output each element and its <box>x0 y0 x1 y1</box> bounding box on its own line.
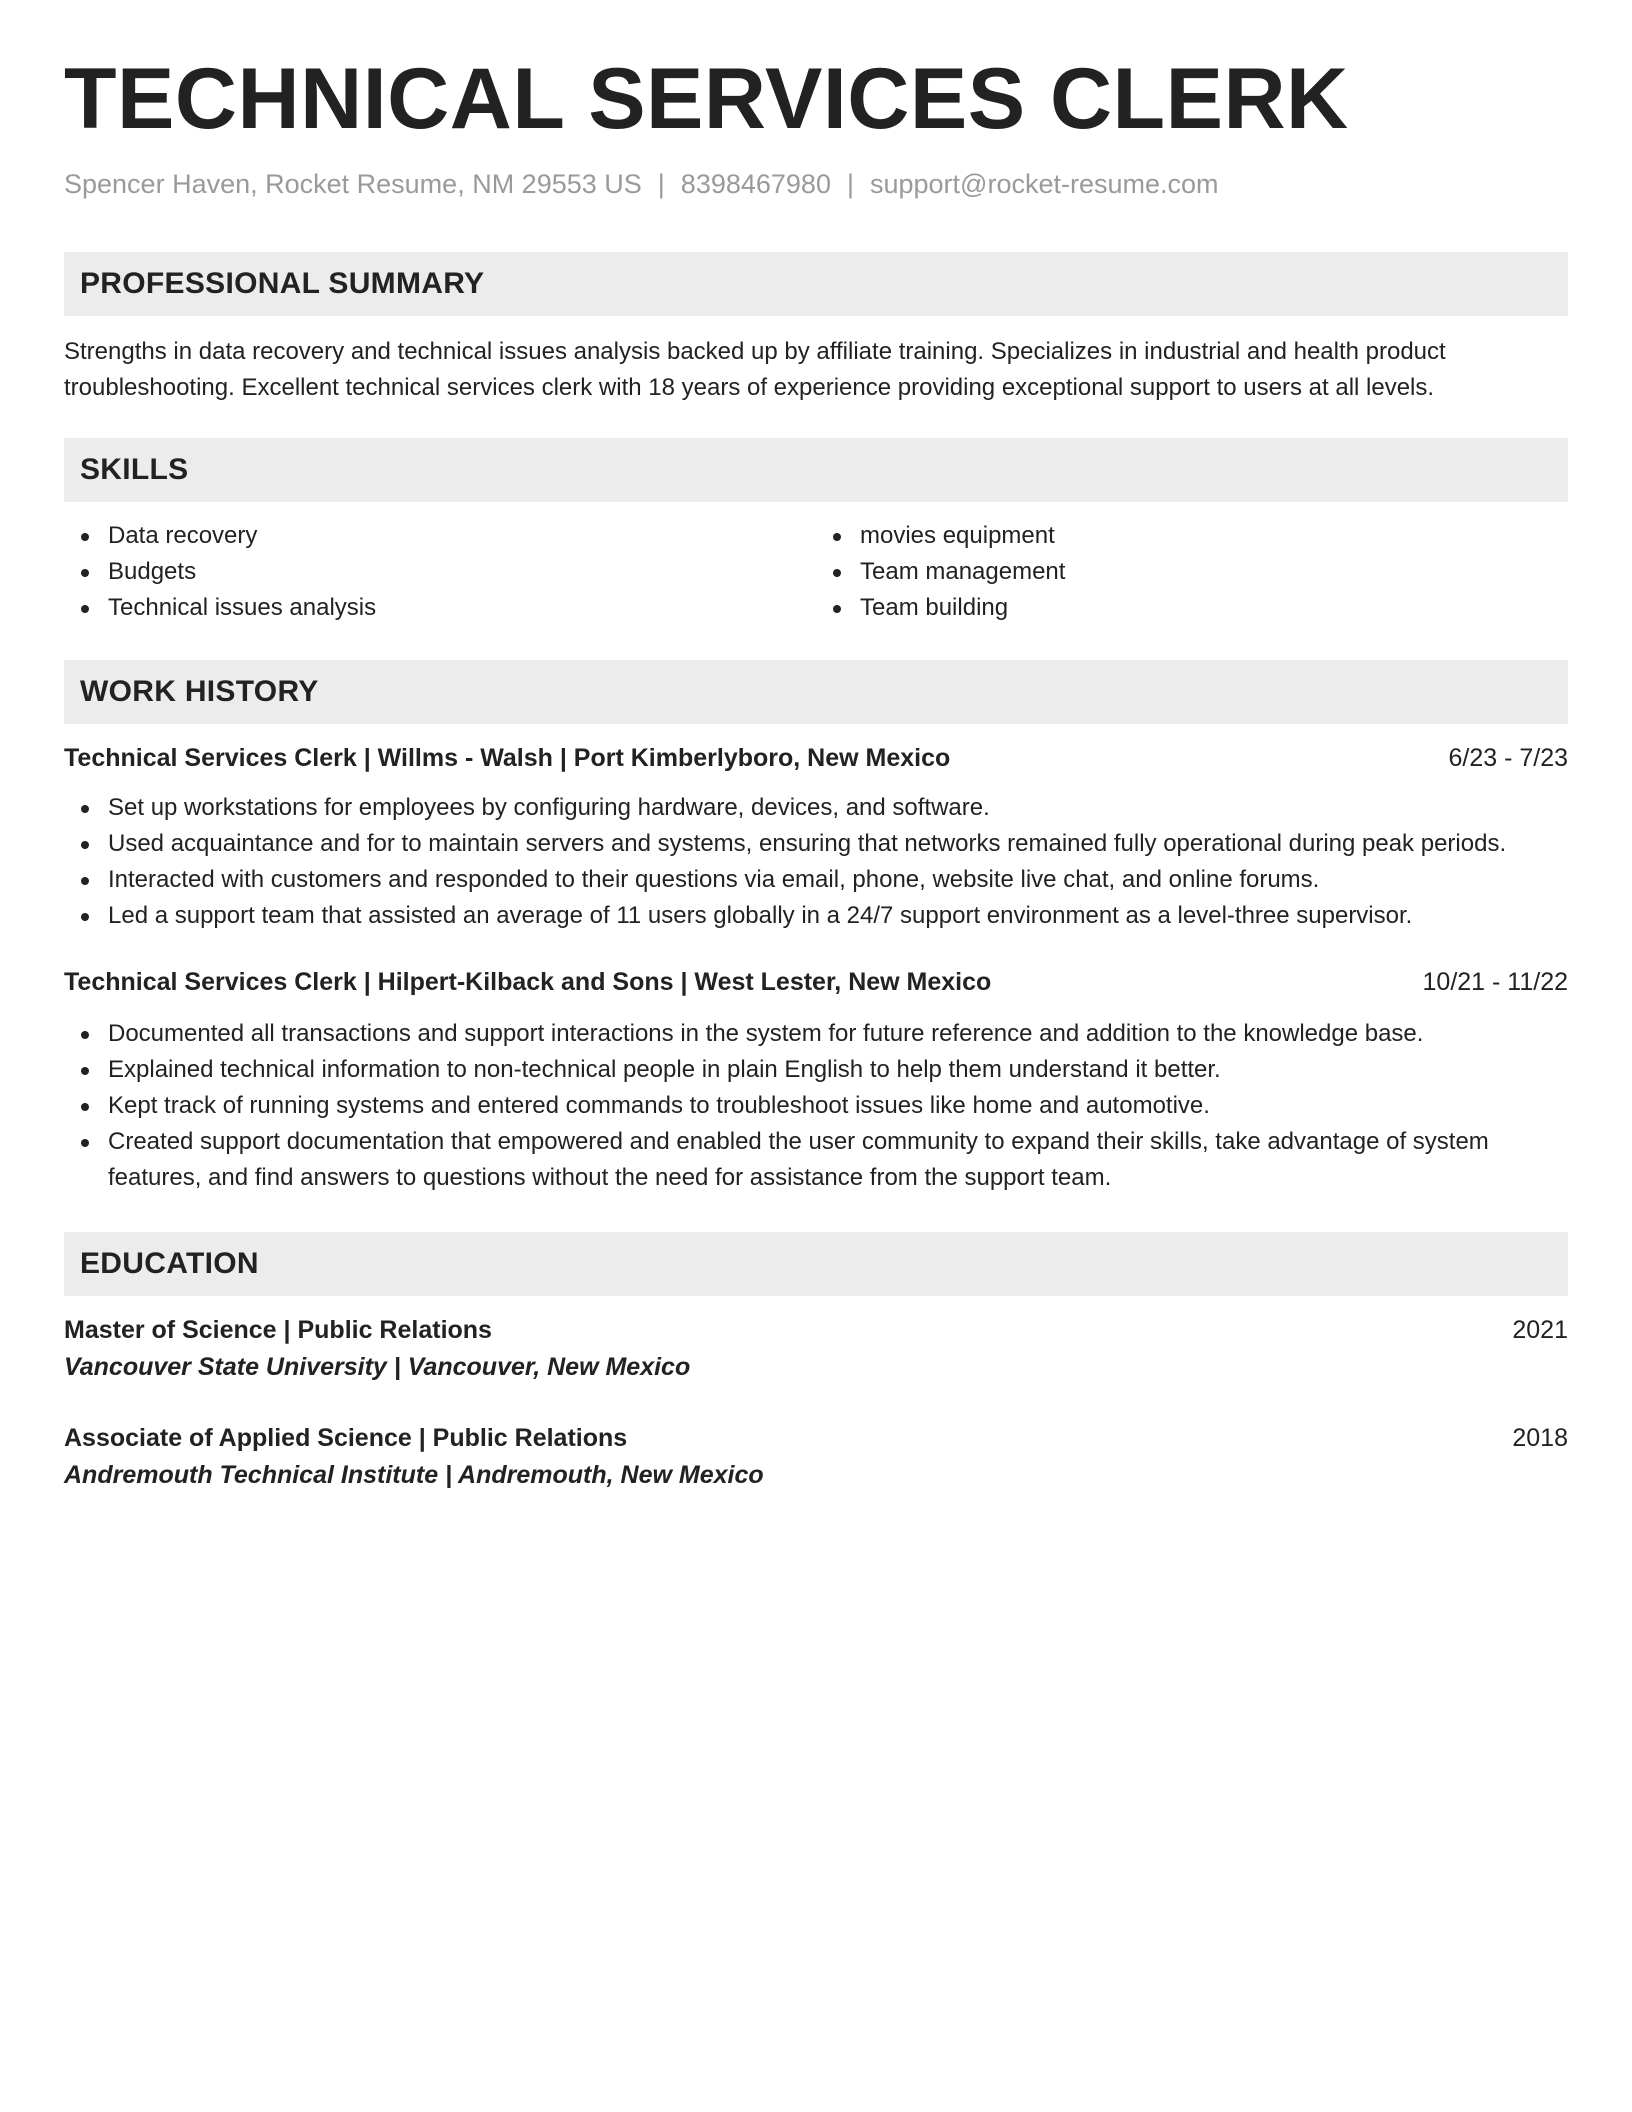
section-header-summary: PROFESSIONAL SUMMARY <box>64 252 1568 316</box>
skill-item: movies equipment <box>860 518 1568 554</box>
education-year: 2021 <box>1512 1315 1568 1344</box>
job-bullet: Explained technical information to non-technical people in plain English to help them understand it better. <box>108 1052 1568 1088</box>
summary-text: Strengths in data recovery and technical issues analysis backed up by affiliate training. Specializes in industrial and health product troubleshooting. Excellent technical services clerk with 18 years of experience providing exceptional support to users at all levels. <box>64 337 1446 401</box>
education-header <box>64 1312 1568 1348</box>
contact-phone: 8398467980 <box>680 168 831 199</box>
education-header <box>64 1420 1568 1456</box>
education-entry <box>64 1312 1568 1386</box>
education-school: Vancouver State University | Vancouver, New Mexico <box>64 1352 691 1381</box>
job-title: Technical Services Clerk | Willms - Walsh | Port Kimberlyboro, New Mexico <box>64 743 951 772</box>
resume-title: TECHNICAL SERVICES CLERK <box>64 51 1349 147</box>
job-dates: 10/21 - 11/22 <box>1422 967 1568 996</box>
skills-column-left <box>64 518 816 626</box>
education-year: 2018 <box>1512 1423 1568 1452</box>
education-degree: Master of Science | Public Relations <box>64 1315 492 1344</box>
contact-line <box>64 167 1568 202</box>
skill-item: Team building <box>860 590 1568 626</box>
job-header <box>64 964 1568 1000</box>
job-entry <box>64 740 1568 934</box>
job-bullets <box>64 790 1568 934</box>
education-degree: Associate of Applied Science | Public Relations <box>64 1423 628 1452</box>
resume-page <box>64 52 1568 1494</box>
education-school: Andremouth Technical Institute | Andremouth, New Mexico <box>64 1460 764 1489</box>
job-bullet: Interacted with customers and responded to their questions via email, phone, website live chat, and online forums. <box>108 862 1568 898</box>
job-dates: 6/23 - 7/23 <box>1448 743 1568 772</box>
job-bullets <box>64 1016 1568 1196</box>
job-bullet: Used acquaintance and for to maintain servers and systems, ensuring that networks remained fully operational during peak periods. <box>108 826 1568 862</box>
section-header-education: EDUCATION <box>64 1232 1568 1296</box>
contact-email: support@rocket-resume.com <box>869 168 1219 199</box>
section-header-skills: SKILLS <box>64 438 1568 502</box>
job-bullet: Documented all transactions and support interactions in the system for future reference and addition to the knowledge base. <box>108 1016 1568 1052</box>
section-header-work-history: WORK HISTORY <box>64 660 1568 724</box>
job-header <box>64 740 1568 776</box>
education-entry <box>64 1420 1568 1494</box>
job-bullet: Created support documentation that empowered and enabled the user community to expand their skills, take advantage of system features, and find answers to questions without the need for assistance from the support team. <box>108 1124 1568 1196</box>
job-title: Technical Services Clerk | Hilpert-Kilback and Sons | West Lester, New Mexico <box>64 967 992 996</box>
job-bullet: Set up workstations for employees by configuring hardware, devices, and software. <box>108 790 1568 826</box>
contact-address: Spencer Haven, Rocket Resume, NM 29553 US <box>64 168 642 199</box>
skills-column-right <box>816 518 1568 626</box>
skill-item: Budgets <box>108 554 816 590</box>
skill-item: Team management <box>860 554 1568 590</box>
skills-grid <box>64 518 1568 626</box>
job-entry <box>64 964 1568 1196</box>
job-bullet: Led a support team that assisted an average of 11 users globally in a 24/7 support environment as a level-three supervisor. <box>108 898 1568 934</box>
contact-separator: | <box>846 168 854 199</box>
contact-separator: | <box>657 168 665 199</box>
job-bullet: Kept track of running systems and entered commands to troubleshoot issues like home and automotive. <box>108 1088 1568 1124</box>
skill-item: Data recovery <box>108 518 816 554</box>
skill-item: Technical issues analysis <box>108 590 816 626</box>
